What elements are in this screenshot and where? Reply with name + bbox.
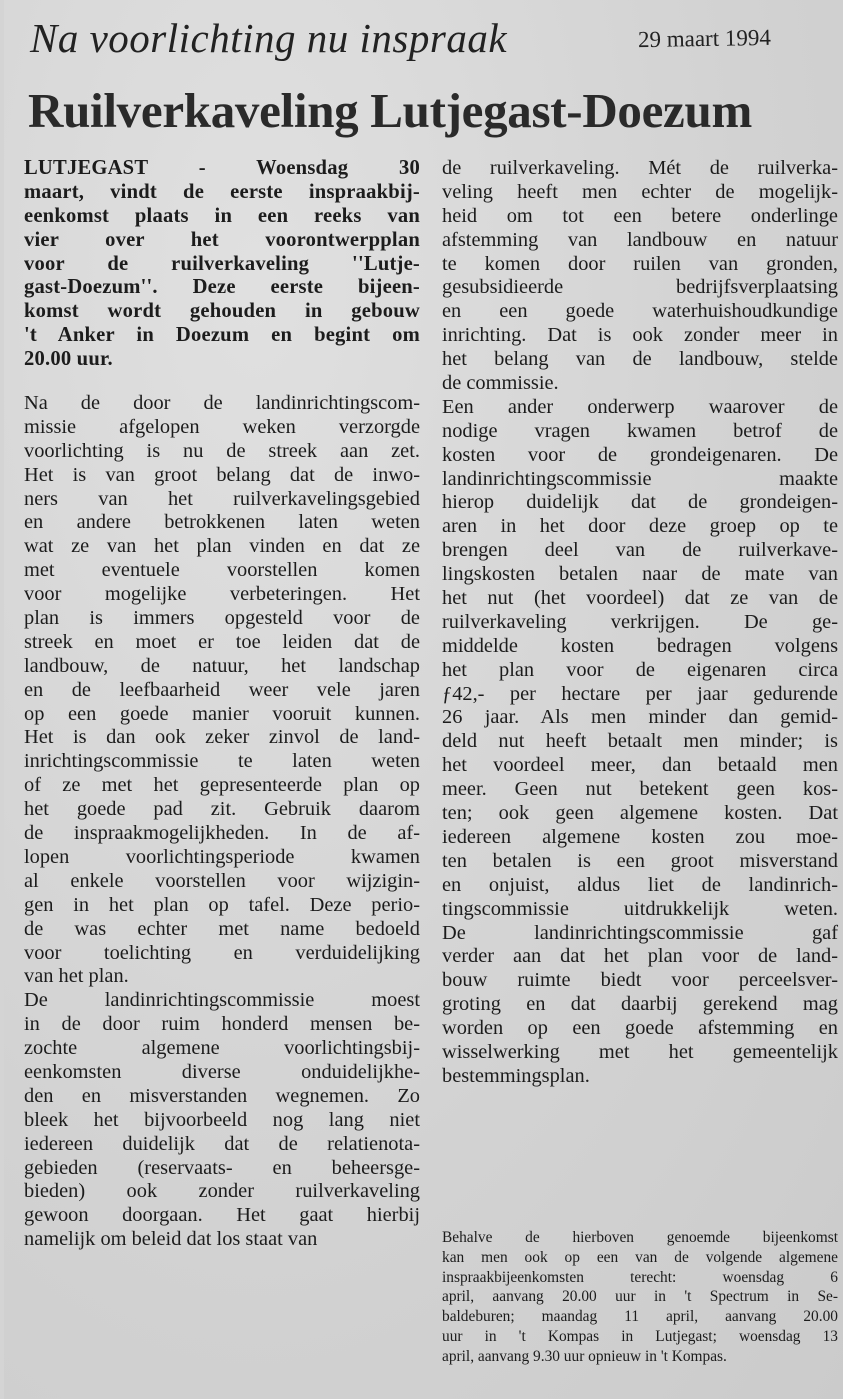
text-line: gewoon doorgaan. Het gaat hierbij <box>24 1204 420 1227</box>
paragraph-gap <box>24 372 420 392</box>
lead-paragraph <box>24 157 420 372</box>
meetings-notice <box>442 1228 838 1367</box>
text-line: voor toelichting en verduidelijking <box>24 941 420 964</box>
text-line: iedereen algemene kosten zou moe- <box>442 825 838 848</box>
text-line: Het is dan ook zeker zinvol de land- <box>24 726 420 749</box>
text-line: gast-Doezum''. Deze eerste bijeen- <box>24 276 420 299</box>
text-line: het plan voor de eigenaren circa <box>442 658 838 681</box>
text-line: ten; ook geen algemene kosten. Dat <box>442 802 838 825</box>
text-line: vier over het voorontwerpplan <box>24 228 420 251</box>
text-line: inrichting. Dat is ook zonder meer in <box>442 324 838 347</box>
text-line: gen in het plan op tafel. Deze perio- <box>24 893 420 916</box>
text-line: te komen door ruilen van gronden, <box>442 252 838 275</box>
text-line: iedereen duidelijk dat de relatienota- <box>24 1132 420 1155</box>
text-line: maart, vindt de eerste inspraakbij- <box>24 180 420 203</box>
text-line: wisselwerking met het gemeentelijk <box>442 1040 838 1063</box>
text-line: het goede pad zit. Gebruik daarom <box>24 798 420 821</box>
text-line: lingskosten betalen naar de mate van <box>442 563 838 586</box>
text-line: tingscommissie uitdrukkelijk weten. <box>442 897 838 920</box>
text-line: voor de ruilverkaveling ''Lutje- <box>24 252 420 275</box>
right-column <box>442 157 838 1089</box>
text-line: uur in 't Kompas in Lutjegast; woensdag 13 <box>442 1327 838 1345</box>
text-line: LUTJEGAST - Woensdag 30 <box>24 157 420 179</box>
left-column <box>24 157 420 1252</box>
text-line: streek en moet er toe leiden dat de <box>24 630 420 653</box>
text-line: veling heeft men echter de mogelijk- <box>442 180 838 203</box>
text-line: het belang van de landbouw, stelde <box>442 348 838 371</box>
text-line: ƒ42,- per hectare per jaar gedurende <box>442 682 838 705</box>
text-line: Behalve de hierboven genoemde bijeenkomst <box>442 1229 838 1246</box>
text-line: verder aan dat het plan voor de land- <box>442 945 838 968</box>
text-line: 20.00 uur. <box>24 348 113 371</box>
newspaper-clipping <box>4 0 843 1399</box>
text-line: zochte algemene voorlichtingsbij- <box>24 1037 420 1060</box>
text-line: meer. Geen nut betekent geen kos- <box>442 778 838 801</box>
text-line: bleek het bijvoorbeeld nog lang niet <box>24 1108 420 1131</box>
text-line: kosten voor de grondeigenaren. De <box>442 443 838 466</box>
text-line: wat ze van het plan vinden en dat ze <box>24 535 420 558</box>
text-line: inspraakbijeenkomsten terecht: woensdag 6 <box>442 1268 838 1286</box>
publication-date: 29 maart 1994 <box>637 24 772 53</box>
text-line: bouw ruimte biedt voor perceelsver- <box>442 969 838 992</box>
text-line: eenkomst plaats in een reeks van <box>24 204 420 227</box>
text-line: plan is immers opgesteld voor de <box>24 607 420 630</box>
text-line: 't Anker in Doezum en begint om <box>24 324 420 347</box>
text-line: gebieden (reservaats- en beheersge- <box>24 1156 420 1179</box>
text-line: De landinrichtingscommissie moest <box>24 989 420 1012</box>
text-line: hierop duidelijk dat de grondeigen- <box>442 491 838 514</box>
text-line: al enkele voorstellen voor wijzigin- <box>24 869 420 892</box>
text-line: de commissie. <box>442 372 559 395</box>
text-line: landinrichtingscommissie maakte <box>442 467 838 490</box>
text-line: met eventuele voorstellen komen <box>24 559 420 582</box>
text-line: nodige vragen kwamen betrof de <box>442 419 838 442</box>
text-line: afstemming van landbouw en natuur <box>442 228 838 251</box>
text-line: en onjuist, aldus liet de landinrich- <box>442 873 838 896</box>
text-line: Het is van groot belang dat de inwo- <box>24 463 420 486</box>
kicker-title: Na voorlichting nu inspraak <box>30 15 508 61</box>
text-line: de ruilverkaveling. Mét de ruilverka- <box>442 157 838 179</box>
text-line: de inspraakmogelijkheden. In de af- <box>24 822 420 845</box>
text-line: De landinrichtingscommissie gaf <box>442 921 838 944</box>
text-line: heid om tot een betere onderlinge <box>442 204 838 227</box>
text-line: van het plan. <box>24 965 129 988</box>
text-line: baldeburen; maandag 11 april, aanvang 20.00 <box>442 1308 838 1326</box>
text-line: kan men ook op een van de volgende algemene <box>442 1248 838 1266</box>
text-line: brengen deel van de ruilverkave- <box>442 539 838 562</box>
text-line: deld nut heeft betaalt men minder; is <box>442 730 838 753</box>
text-line: voor mogelijke verbeteringen. Het <box>24 583 420 606</box>
text-line: aren in het door deze groep op te <box>442 515 838 538</box>
text-line: middelde kosten bedragen volgens <box>442 634 838 657</box>
text-line: op een goede manier vooruit kunnen. <box>24 702 420 725</box>
text-line: ruilverkaveling verkrijgen. De ge- <box>442 610 838 633</box>
text-line: lopen voorlichtingsperiode kwamen <box>24 845 420 868</box>
text-line: en een goede waterhuishoudkundige <box>442 300 838 323</box>
text-line: den en misverstanden wegnemen. Zo <box>24 1084 420 1107</box>
text-line: april, aanvang 9.30 uur opnieuw in 't Kompas. <box>442 1347 727 1365</box>
text-line: komst wordt gehouden in gebouw <box>24 300 420 323</box>
text-line: bestemmingsplan. <box>442 1064 590 1087</box>
text-line: Na de door de landinrichtingscom- <box>24 392 420 415</box>
headline: Ruilverkaveling Lutjegast-Doezum <box>28 83 752 138</box>
text-line: landbouw, de natuur, het landschap <box>24 654 420 677</box>
text-line: inrichtingscommissie te laten weten <box>24 750 420 773</box>
text-line: het voordeel meer, dan betaald men <box>442 754 838 777</box>
text-line: 26 jaar. Als men minder dan gemid- <box>442 706 838 729</box>
text-line: ten betalen is een groot misverstand <box>442 849 838 872</box>
text-line: bieden) ook zonder ruilverkaveling <box>24 1180 420 1203</box>
text-line: worden op een goede afstemming en <box>442 1017 838 1040</box>
text-line: gesubsidieerde bedrijfsverplaatsing <box>442 276 838 299</box>
text-line: en andere betrokkenen laten weten <box>24 511 420 534</box>
text-line: het nut (het voordeel) dat ze van de <box>442 587 838 610</box>
text-line: groting en dat daarbij gerekend mag <box>442 993 838 1016</box>
text-line: Een ander onderwerp waarover de <box>442 395 838 418</box>
text-line: april, aanvang 20.00 uur in 't Spectrum in Se- <box>442 1288 838 1306</box>
text-line: ners van het ruilverkavelingsgebied <box>24 487 420 510</box>
text-line: of ze met het gepresenteerde plan op <box>24 774 420 797</box>
text-line: missie afgelopen weken verzorgde <box>24 415 420 438</box>
text-line: eenkomsten diverse onduidelijkhe- <box>24 1060 420 1083</box>
text-line: in de door ruim honderd mensen be- <box>24 1013 420 1036</box>
text-line: voorlichting is nu de streek aan zet. <box>24 439 420 462</box>
left-body <box>24 392 420 1252</box>
text-line: namelijk om beleid dat los staat van <box>24 1228 318 1251</box>
text-line: de was echter met name bedoeld <box>24 917 420 940</box>
text-line: en de leefbaarheid weer vele jaren <box>24 678 420 701</box>
